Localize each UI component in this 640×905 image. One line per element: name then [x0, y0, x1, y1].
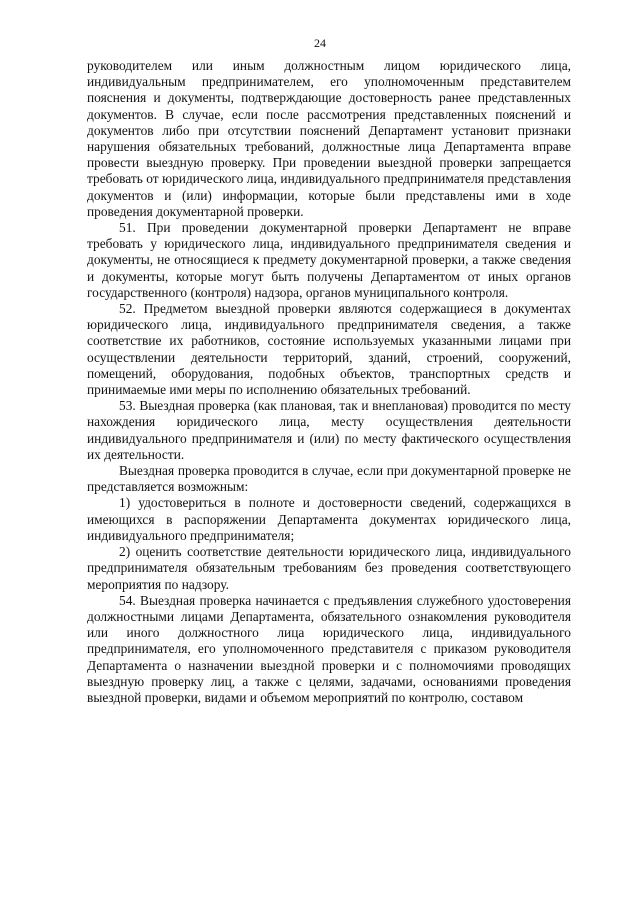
paragraph-54: 54. Выездная проверка начинается с предъявления служебного удостоверения должностными лицами Департамента, обязательного ознакомления руководителя или иного должностного лица юридического лица, индивидуального предпринимателя, его уполномоченного представителя с приказом руководителя Департамента о назначении выездной проверки и с полномочиями проводящих выездную проверку лиц, а также с целями, задачами, основаниями проведения выездной проверки, видами и объемом мероприятий по контролю, составом — [87, 592, 571, 705]
paragraph-52: 52. Предметом выездной проверки являются содержащиеся в документах юридического лица, индивидуального предпринимателя сведения, а также соответствие их работников, состояние используемых указанными лицами при осуществлении деятельности территорий, зданий, строений, сооружений, помещений, оборудования, подобных объектов, транспортных средств и принимаемые ими меры по исполнению обязательных требований. — [87, 301, 571, 398]
paragraph-51: 51. При проведении документарной проверки Департамент не вправе требовать у юридического лица, индивидуального предпринимателя сведения и документы, не относящиеся к предмету документарной проверки, а также сведения и документы, которые могут быть получены Департаментом от иных органов государственного (контроля) надзора, органов муниципального контроля. — [87, 220, 571, 300]
paragraph-53: 53. Выездная проверка (как плановая, так и внеплановая) проводится по месту нахождения юридического лица, месту осуществления деятельности индивидуального предпринимателя и (или) по месту фактического осуществления их деятельности. — [87, 398, 571, 462]
paragraph-onsite-inspection-conditions: Выездная проверка проводится в случае, если при документарной проверке не представляется возможным: — [87, 463, 571, 495]
list-item-2: 2) оценить соответствие деятельности юридического лица, индивидуального предпринимателя обязательным требованиям без проведения соответствующего мероприятия по надзору. — [87, 544, 571, 592]
document-body — [87, 58, 571, 706]
list-item-1: 1) удостовериться в полноте и достоверности сведений, содержащихся в имеющихся в распоряжении Департамента документах юридического лица, индивидуального предпринимателя; — [87, 495, 571, 543]
page-number: 24 — [314, 36, 326, 50]
paragraph-continuation: руководителем или иным должностным лицом юридического лица, индивидуальным предпринимателем, его уполномоченным представителем пояснения и документы, подтверждающие достоверность ранее представленных документов. В случае, если после рассмотрения представленных пояснений и документов либо при отсутствии пояснений Департамент установит признаки нарушения обязательных требований, должностные лица Департамента вправе провести выездную проверку. При проведении выездной проверки запрещается требовать от юридического лица, индивидуального предпринимателя представления документов и (или) информации, которые были представлены ими в ходе проведения документарной проверки. — [87, 58, 571, 219]
